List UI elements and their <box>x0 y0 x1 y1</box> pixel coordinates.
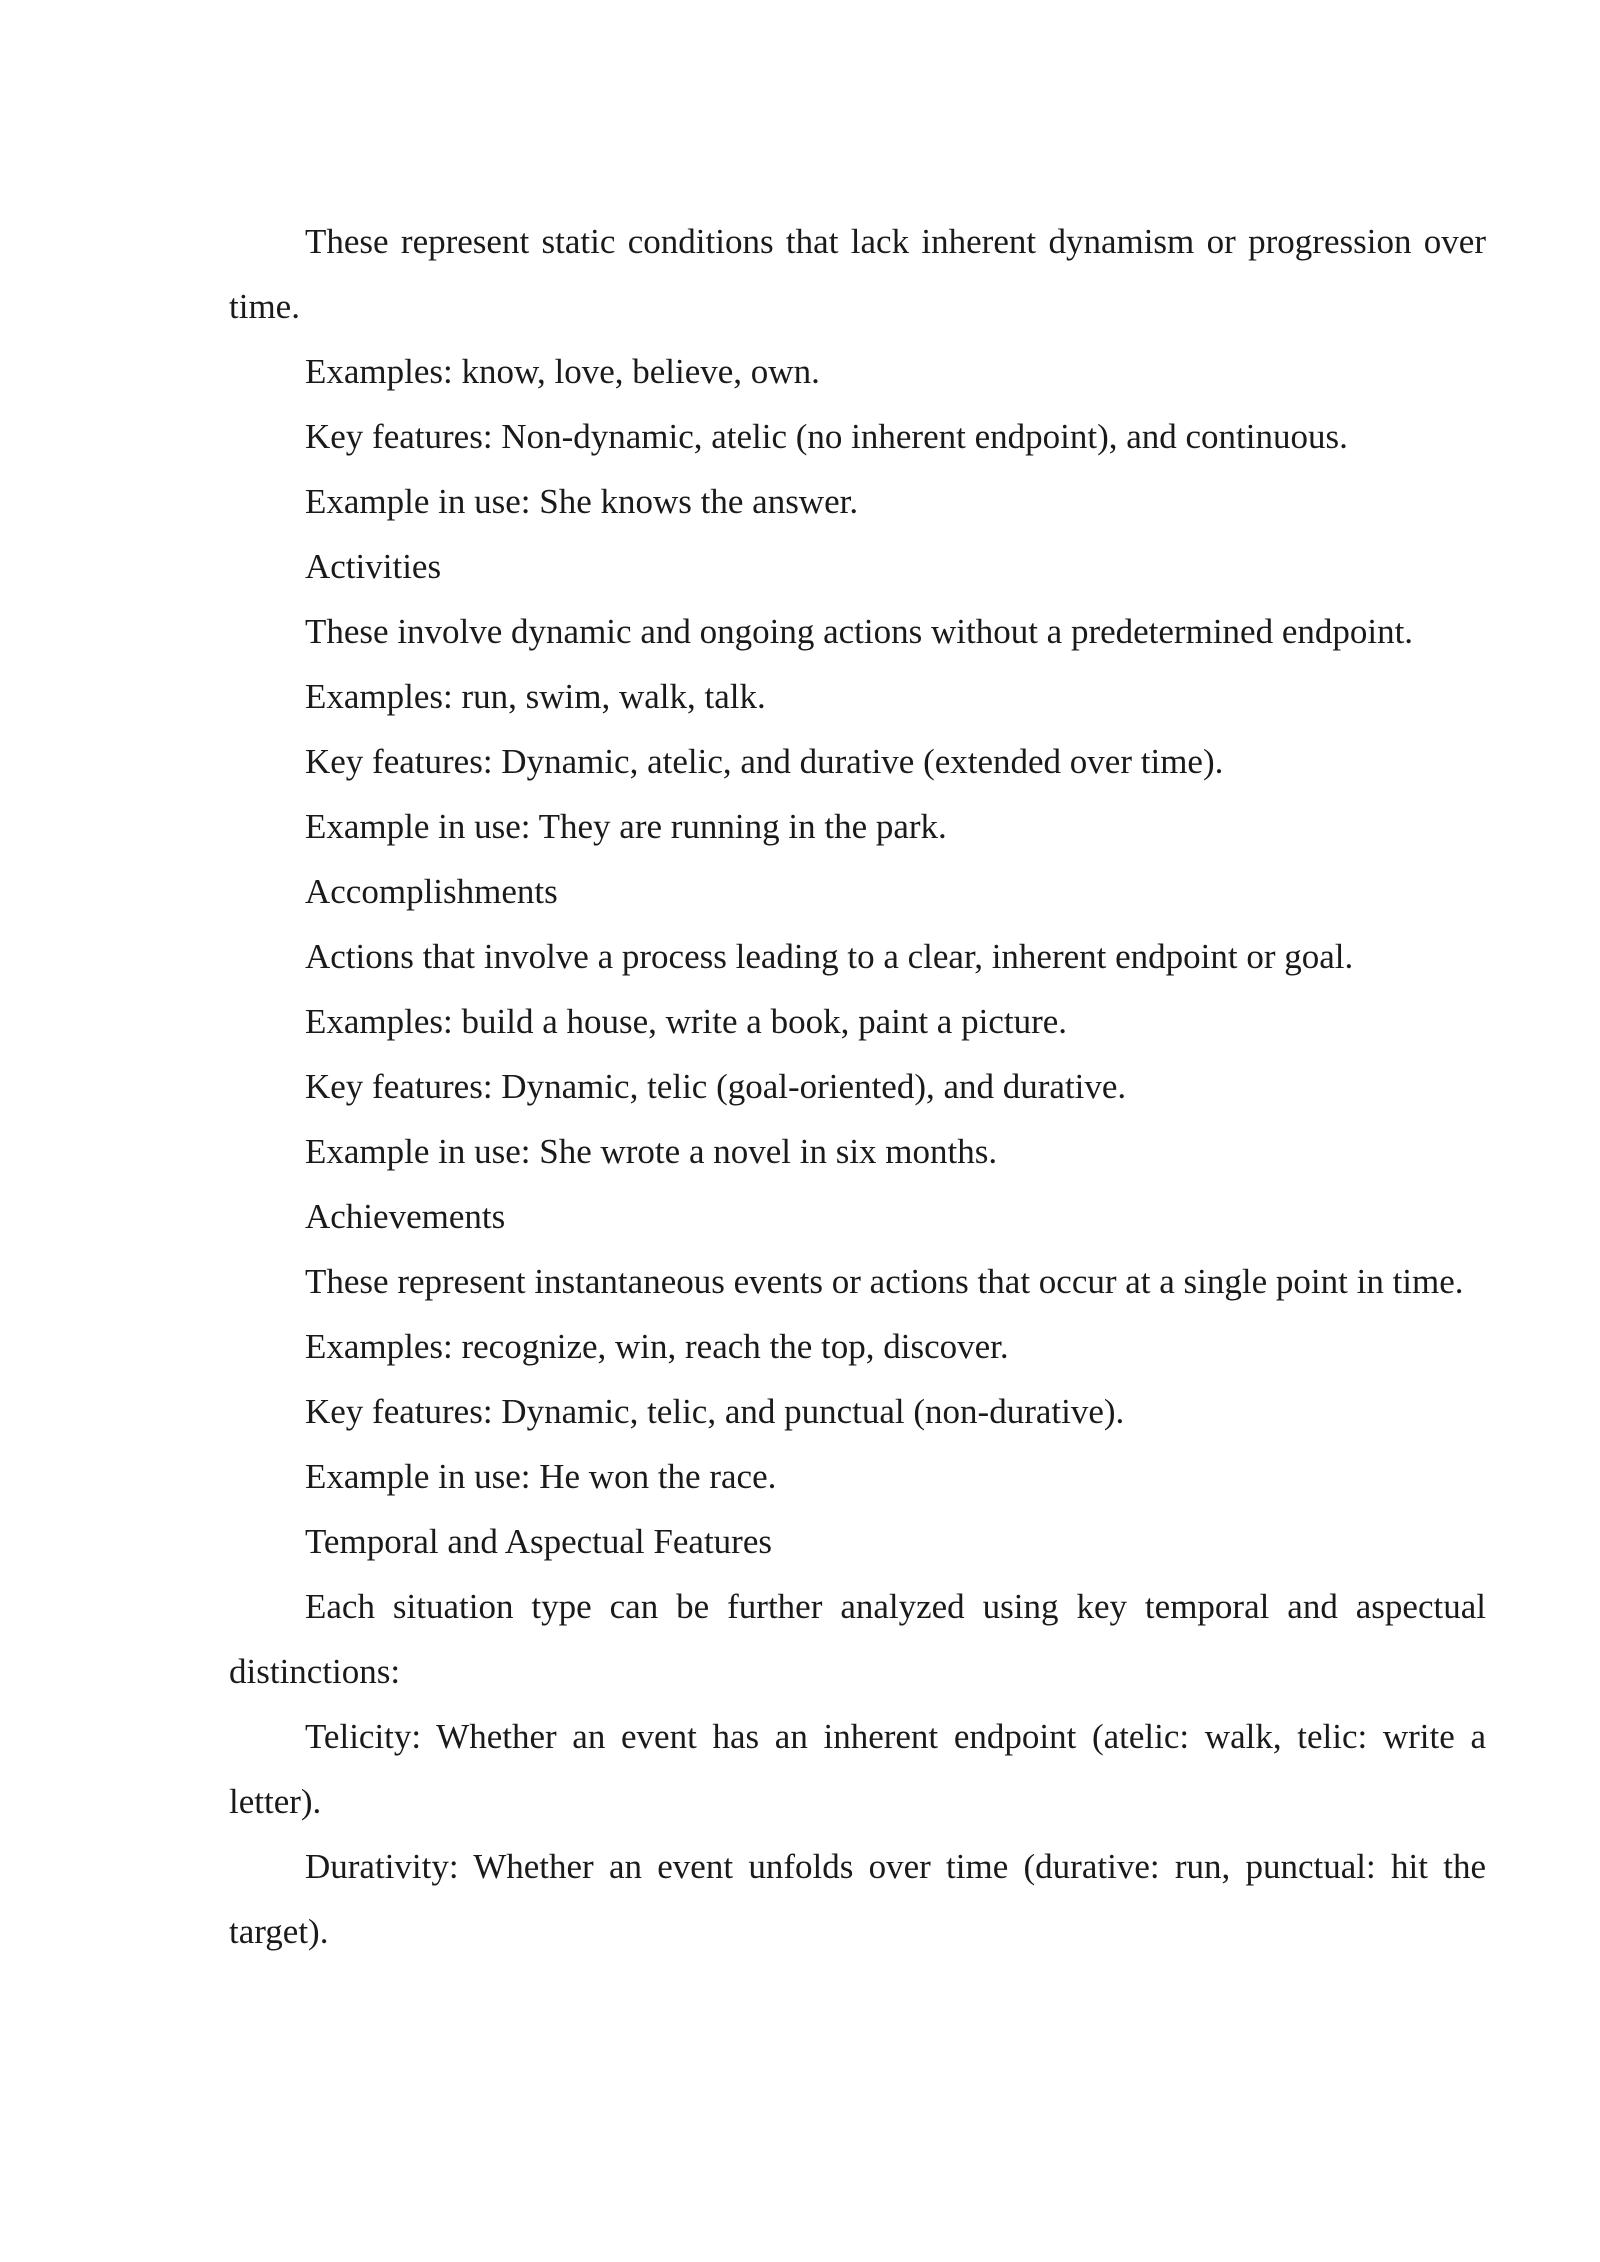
paragraph-accomplishments-examples: Examples: build a house, write a book, paint a picture. <box>305 1002 1068 1041</box>
paragraph-accomplishments-usage: Example in use: She wrote a novel in six months. <box>305 1132 998 1171</box>
paragraph-accomplishments-definition: Actions that involve a process leading to a clear, inherent endpoint or goal. <box>305 937 1354 976</box>
heading-temporal-aspectual-features: Temporal and Aspectual Features <box>305 1522 772 1561</box>
heading-accomplishments: Accomplishments <box>305 872 558 911</box>
document-body <box>229 209 1486 1964</box>
paragraph-activities-definition: These involve dynamic and ongoing actions without a predetermined endpoint. <box>305 612 1414 651</box>
paragraph-achievements-features: Key features: Dynamic, telic, and punctual (non-durative). <box>305 1392 1125 1431</box>
paragraph-activities-examples: Examples: run, swim, walk, talk. <box>305 677 766 716</box>
heading-achievements: Achievements <box>305 1197 506 1236</box>
paragraph-temporal-intro: Each situation type can be further analyzed using key temporal and aspectual distinctions: <box>229 1587 1486 1691</box>
paragraph-activities-features: Key features: Dynamic, atelic, and durative (extended over time). <box>305 742 1224 781</box>
paragraph-states-examples: Examples: know, love, believe, own. <box>305 352 820 391</box>
paragraph-activities-usage: Example in use: They are running in the park. <box>305 807 947 846</box>
paragraph-achievements-usage: Example in use: He won the race. <box>305 1457 777 1496</box>
paragraph-durativity: Durativity: Whether an event unfolds over time (durative: run, punctual: hit the target). <box>229 1847 1486 1951</box>
paragraph-accomplishments-features: Key features: Dynamic, telic (goal-oriented), and durative. <box>305 1067 1127 1106</box>
paragraph-states-features: Key features: Non-dynamic, atelic (no inherent endpoint), and continuous. <box>305 417 1348 456</box>
heading-activities: Activities <box>305 547 442 586</box>
paragraph-telicity: Telicity: Whether an event has an inherent endpoint (atelic: walk, telic: write a letter). <box>229 1717 1486 1821</box>
paragraph-achievements-definition: These represent instantaneous events or actions that occur at a single point in time. <box>305 1262 1464 1301</box>
paragraph-achievements-examples: Examples: recognize, win, reach the top, discover. <box>305 1327 1009 1366</box>
paragraph-states-usage: Example in use: She knows the answer. <box>305 482 859 521</box>
paragraph-states-definition: These represent static conditions that lack inherent dynamism or progression over time. <box>229 222 1486 326</box>
